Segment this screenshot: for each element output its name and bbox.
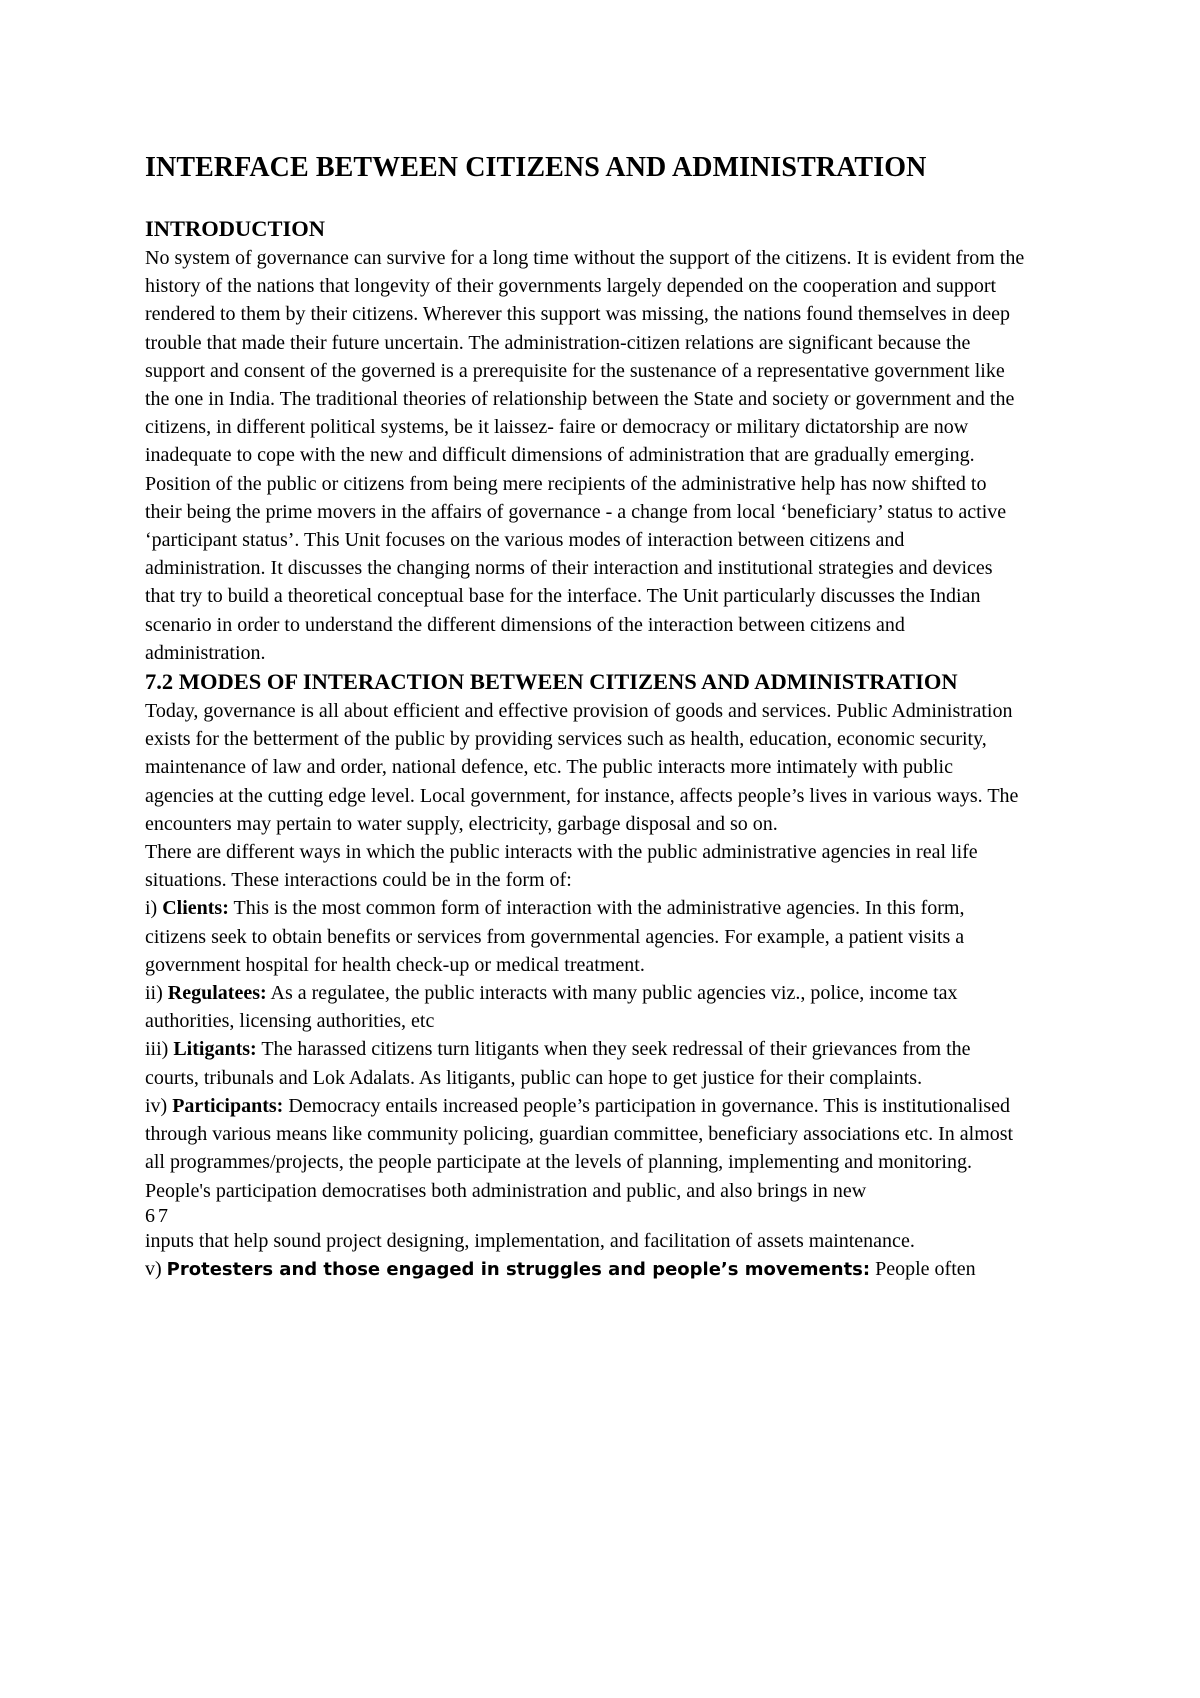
list-item-protesters <box>145 1255 1025 1284</box>
list-item-text: As a regulatee, the public interacts with many public agencies viz., police, income tax authorities, licensing authorities, etc <box>145 982 958 1033</box>
list-item-regulatees <box>145 979 1025 1035</box>
list-item-text: The harassed citizens turn litigants when they seek redressal of their grievances from the courts, tribunals and Lok Adalats. As litigants, public can hope to get justice for their complaints. <box>145 1038 971 1089</box>
continuation-paragraph: inputs that help sound project designing, implementation, and facilitation of assets maintenance. <box>145 1229 915 1252</box>
list-item-term: Participants: <box>172 1094 284 1117</box>
list-item-number: i) <box>145 897 158 920</box>
list-item-term: Litigants: <box>173 1038 257 1061</box>
list-item-litigants <box>145 1035 1025 1091</box>
list-item-number: v) <box>145 1257 162 1280</box>
list-item-text: Democracy entails increased people’s participation in governance. This is institutionalised through various means like community policing, guardian committee, beneficiary associations etc. In almost all programmes/projects, the people participate at the levels of planning, implementing and monitoring. People's participation democratises both administration and public, and also brings in new <box>145 1094 1014 1202</box>
page-number: 67 <box>145 1204 171 1227</box>
document-title: INTERFACE BETWEEN CITIZENS AND ADMINISTRATION <box>145 152 927 183</box>
list-item-text: This is the most common form of interaction with the administrative agencies. In this form, citizens seek to obtain benefits or services from governmental agencies. For example, a patient visits a government hospital for health check-up or medical treatment. <box>145 897 965 976</box>
list-item-term: Regulatees: <box>167 982 267 1005</box>
document-page <box>145 150 1025 1284</box>
list-item-text: People often <box>875 1257 976 1280</box>
section-7-2-paragraph-2: There are different ways in which the public interacts with the public administrative agencies in real life situations. These interactions could be in the form of: <box>145 841 978 892</box>
introduction-paragraph: No system of governance can survive for a long time without the support of the citizens. It is evident from the history of the nations that longevity of their governments largely depended on the cooperation and support rendered to them by their citizens. Wherever this support was missing, the nations found themselves in deep trouble that made their future uncertain. The administration-citizen relations are significant because the support and consent of the governed is a prerequisite for the sustenance of a representative government like the one in India. The traditional theories of relationship between the State and society or government and the citizens, in different political systems, be it laissez- faire or democracy or military dictatorship are now inadequate to cope with the new and difficult dimensions of administration that are gradually emerging. Position of the public or citizens from being mere recipients of the administrative help has now shifted to their being the prime movers in the affairs of governance - a change from local ‘beneficiary’ status to active ‘participant status’. This Unit focuses on the various modes of interaction between citizens and administration. It discusses the changing norms of their interaction and institutional strategies and devices that try to build a theoretical conceptual base for the interface. The Unit particularly discusses the Indian scenario in order to understand the different dimensions of the interaction between citizens and administration. <box>145 247 1025 664</box>
list-item-term: Clients: <box>162 897 229 920</box>
list-item-clients <box>145 894 1025 979</box>
list-item-participants <box>145 1092 1025 1205</box>
list-item-number: iii) <box>145 1038 169 1061</box>
section-7-2-heading: 7.2 MODES OF INTERACTION BETWEEN CITIZENS AND ADMINISTRATION <box>145 669 958 695</box>
list-item-number: ii) <box>145 982 163 1005</box>
list-item-term: Protesters and those engaged in struggles and people’s movements: <box>166 1258 871 1280</box>
introduction-heading: INTRODUCTION <box>145 216 326 241</box>
section-7-2-paragraph-1: Today, governance is all about efficient and effective provision of goods and services. Public Administration exists for the betterment of the public by providing services such as health, education, economic security, maintenance of law and order, national defence, etc. The public interacts more intimately with public agencies at the cutting edge level. Local government, for instance, affects people’s lives in various ways. The encounters may pertain to water supply, electricity, garbage disposal and so on. <box>145 700 1019 835</box>
list-item-number: iv) <box>145 1094 168 1117</box>
